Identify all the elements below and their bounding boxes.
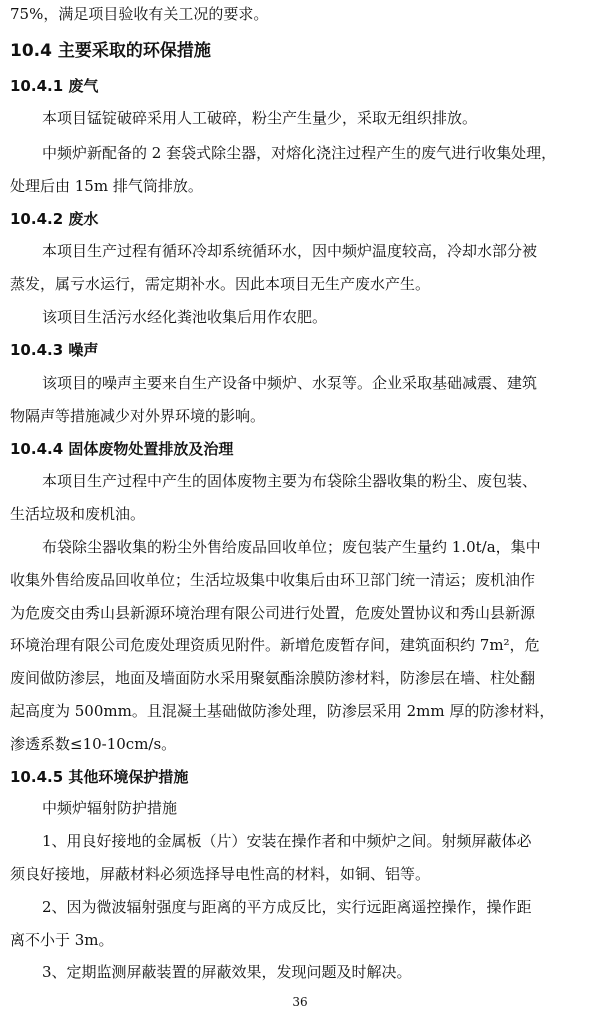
text-line: 75%，满足项目验收有关工况的要求。 [10, 5, 269, 23]
paragraph-line: 废间做防渗层，地面及墙面防水采用聚氨酯涂膜防渗材料，防渗层在墙、柱处翻 [10, 669, 536, 687]
subsection-heading-10-4-2: 10.4.2 废水 [10, 210, 99, 228]
paragraph-line: 处理后由 15m 排气筒排放。 [10, 177, 203, 195]
paragraph-line: 该项目的噪声主要来自生产设备中频炉、水泵等。企业采取基础减震、建筑 [42, 374, 538, 392]
paragraph-line: 环境治理有限公司危废处理资质见附件。新增危废暂存间，建筑面积约 7m²，危 [10, 636, 540, 654]
subsection-heading-10-4-5: 10.4.5 其他环境保护措施 [10, 768, 189, 786]
paragraph-line: 蒸发，属亏水运行，需定期补水。因此本项目无生产废水产生。 [10, 275, 431, 293]
paragraph-line: 离不小于 3m。 [10, 931, 114, 949]
paragraph-line: 1、用良好接地的金属板（片）安装在操作者和中频炉之间。射频屏蔽体必 [42, 832, 532, 850]
page-number: 36 [292, 995, 308, 1009]
paragraph-line: 生活垃圾和废机油。 [10, 505, 146, 523]
paragraph-line: 该项目生活污水经化粪池收集后用作农肥。 [42, 308, 328, 326]
subsection-heading-10-4-1: 10.4.1 废气 [10, 77, 99, 95]
paragraph-line: 中频炉辐射防护措施 [42, 799, 178, 817]
subsection-heading-10-4-4: 10.4.4 固体废物处置排放及治理 [10, 440, 234, 458]
paragraph-line: 物隔声等措施减少对外界环境的影响。 [10, 407, 266, 425]
section-heading-10-4: 10.4 主要采取的环保措施 [10, 41, 211, 61]
paragraph-line: 为危废交由秀山县新源环境治理有限公司进行处置，危废处置协议和秀山县新源 [10, 604, 536, 622]
paragraph-line: 2、因为微波辐射强度与距离的平方成反比，实行远距离遥控操作，操作距 [42, 898, 532, 916]
paragraph-line: 3、定期监测屏蔽装置的屏蔽效果，发现问题及时解决。 [42, 963, 412, 981]
paragraph-line: 布袋除尘器收集的粉尘外售给废品回收单位；废包装产生量约 1.0t/a，集中 [42, 538, 541, 556]
subsection-heading-10-4-3: 10.4.3 噪声 [10, 341, 99, 359]
paragraph-line: 本项目生产过程有循环冷却系统循环水，因中频炉温度较高，冷却水部分被 [42, 242, 538, 260]
paragraph-line: 本项目锰锭破碎采用人工破碎，粉尘产生量少，采取无组织排放。 [42, 109, 478, 127]
paragraph-line: 起高度为 500mm。且混凝土基础做防渗处理，防渗层采用 2mm 厚的防渗材料， [10, 702, 555, 720]
paragraph-line: 本项目生产过程中产生的固体废物主要为布袋除尘器收集的粉尘、废包装、 [42, 472, 538, 490]
paragraph-line: 须良好接地，屏蔽材料必须选择导电性高的材料，如铜、铝等。 [10, 865, 431, 883]
paragraph-line: 收集外售给废品回收单位；生活垃圾集中收集后由环卫部门统一清运；废机油作 [10, 571, 536, 589]
paragraph-line: 中频炉新配备的 2 套袋式除尘器，对熔化浇注过程产生的废气进行收集处理， [42, 144, 557, 162]
paragraph-line: 渗透系数≤10-10cm/s。 [10, 735, 177, 753]
